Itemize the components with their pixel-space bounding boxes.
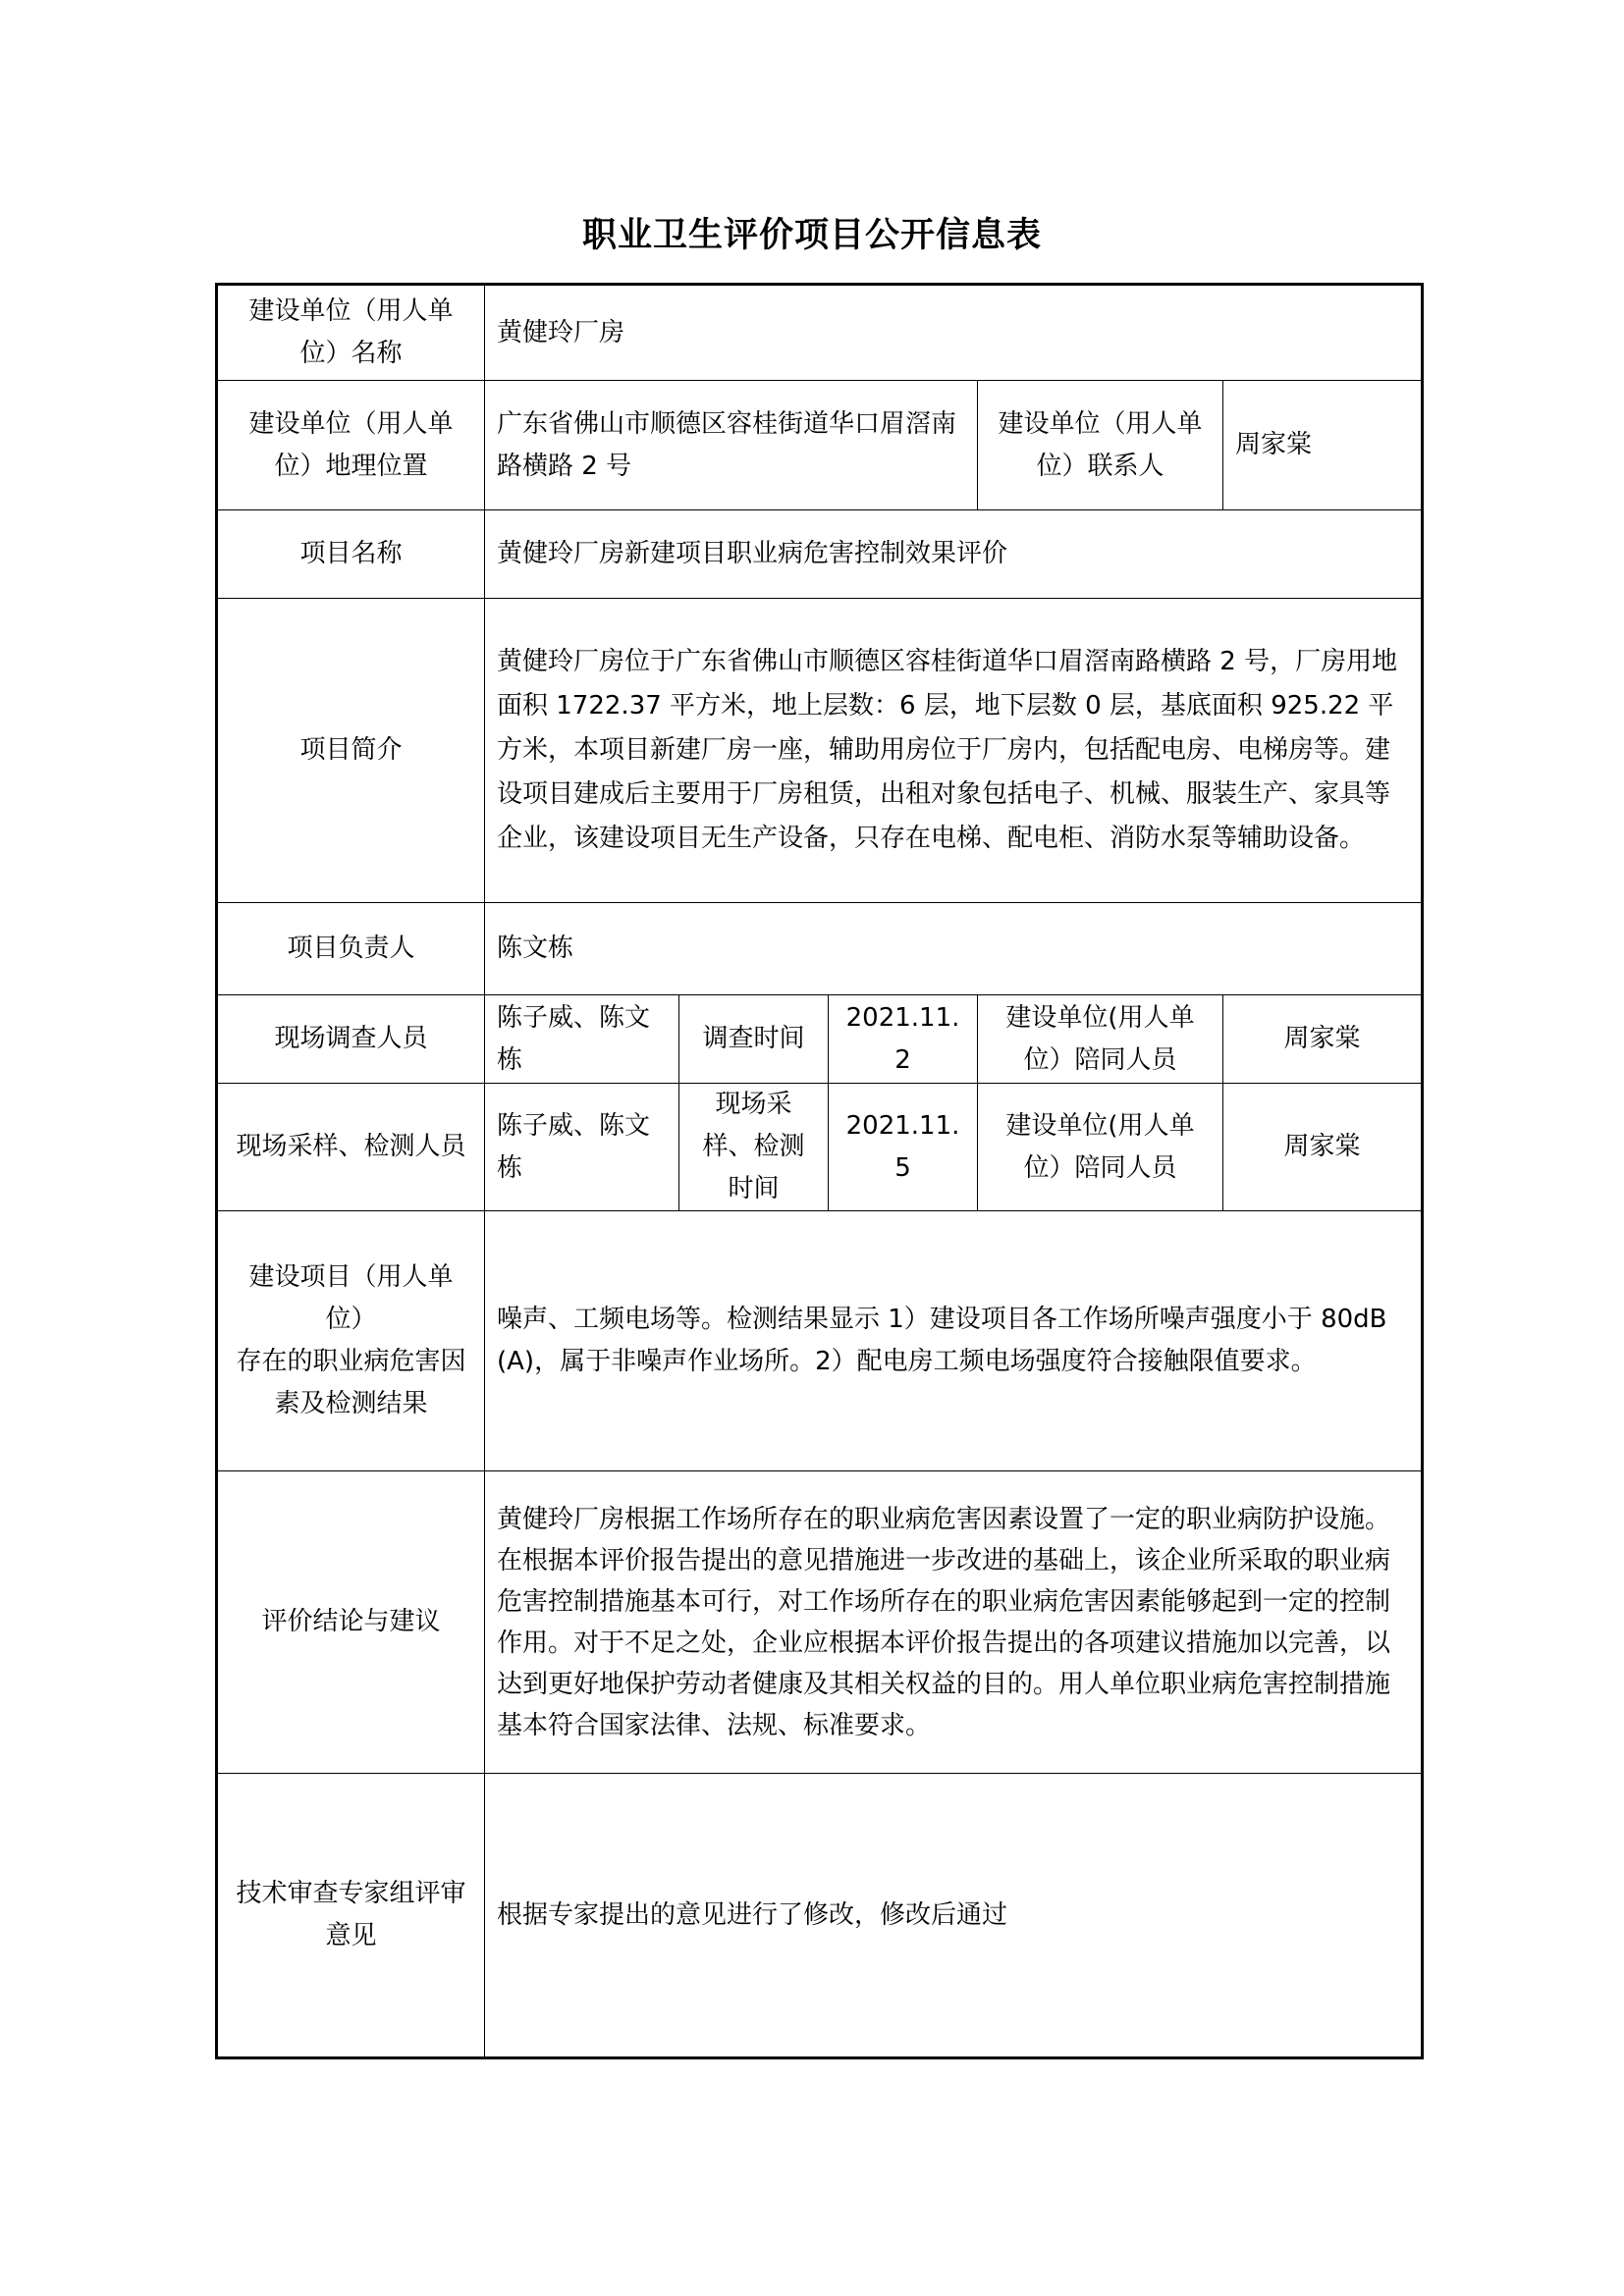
review-value: 根据专家提出的意见进行了修改，修改后通过: [485, 1774, 1423, 2058]
hazards-label-line2: 存在的职业病危害因素及检测结果: [236, 1347, 466, 1418]
row-survey: [217, 995, 1423, 1084]
hazards-label: [217, 1211, 485, 1471]
leader-label: 项目负责人: [217, 903, 485, 995]
contact-value: 周家棠: [1223, 381, 1423, 510]
survey-label: 现场调查人员: [217, 995, 485, 1084]
sampling-time-label: 现场采样、检测时间: [679, 1084, 829, 1211]
unit-name-label: 建设单位（用人单位）名称: [217, 285, 485, 381]
survey-time-value: 2021.11.2: [829, 995, 978, 1084]
summary-value: 黄健玲厂房位于广东省佛山市顺德区容桂街道华口眉滘南路横路 2 号，厂房用地面积 1722.37 平方米，地上层数：6 层，地下层数 0 层，基底面积 925.22 平方米，本项目新建厂房一座，辅助用房位于厂房内，包括配电房、电梯房等。建设项目建成后主要用于厂房租赁，出租对象包括电子、机械、服装生产、家具等企业，该建设项目无生产设备，只存在电梯、配电柜、消防水泵等辅助设备。: [485, 599, 1423, 903]
survey-time-label: 调查时间: [679, 995, 829, 1084]
sampling-staff: 陈子威、陈文栋: [485, 1084, 679, 1211]
row-summary: [217, 599, 1423, 903]
row-leader: [217, 903, 1423, 995]
sampling-label: 现场采样、检测人员: [217, 1084, 485, 1211]
location-label: 建设单位（用人单位）地理位置: [217, 381, 485, 510]
row-hazards: [217, 1211, 1423, 1471]
summary-label: 项目简介: [217, 599, 485, 903]
row-review: [217, 1774, 1423, 2058]
location-value: 广东省佛山市顺德区容桂街道华口眉滘南路横路 2 号: [485, 381, 978, 510]
row-project-name: [217, 510, 1423, 599]
survey-escort-value: 周家棠: [1223, 995, 1423, 1084]
survey-staff: 陈子威、陈文栋: [485, 995, 679, 1084]
row-unit-name: [217, 285, 1423, 381]
unit-name-value: 黄健玲厂房: [485, 285, 1423, 381]
row-sampling: [217, 1084, 1423, 1211]
project-name-value: 黄健玲厂房新建项目职业病危害控制效果评价: [485, 510, 1423, 599]
project-name-label: 项目名称: [217, 510, 485, 599]
row-conclusion: [217, 1471, 1423, 1774]
conclusion-label: 评价结论与建议: [217, 1471, 485, 1774]
sampling-escort-value: 周家棠: [1223, 1084, 1423, 1211]
leader-value: 陈文栋: [485, 903, 1423, 995]
survey-escort-label: 建设单位(用人单位）陪同人员: [978, 995, 1223, 1084]
hazards-value: 噪声、工频电场等。检测结果显示 1）建设项目各工作场所噪声强度小于 80dB(A)，属于非噪声作业场所。2）配电房工频电场强度符合接触限值要求。: [485, 1211, 1423, 1471]
row-location: [217, 381, 1423, 510]
page-title: 职业卫生评价项目公开信息表: [581, 216, 1042, 255]
review-label: 技术审查专家组评审意见: [217, 1774, 485, 2058]
info-table: [215, 283, 1424, 2059]
sampling-time-value: 2021.11.5: [829, 1084, 978, 1211]
contact-label: 建设单位（用人单位）联系人: [978, 381, 1223, 510]
hazards-label-line1: 建设项目（用人单位）: [248, 1262, 454, 1334]
conclusion-value: 黄健玲厂房根据工作场所存在的职业病危害因素设置了一定的职业病防护设施。在根据本评价报告提出的意见措施进一步改进的基础上，该企业所采取的职业病危害控制措施基本可行，对工作场所存在的职业病危害因素能够起到一定的控制作用。对于不足之处，企业应根据本评价报告提出的各项建议措施加以完善，以达到更好地保护劳动者健康及其相关权益的目的。用人单位职业病危害控制措施基本符合国家法律、法规、标准要求。: [485, 1471, 1423, 1774]
sampling-escort-label: 建设单位(用人单位）陪同人员: [978, 1084, 1223, 1211]
